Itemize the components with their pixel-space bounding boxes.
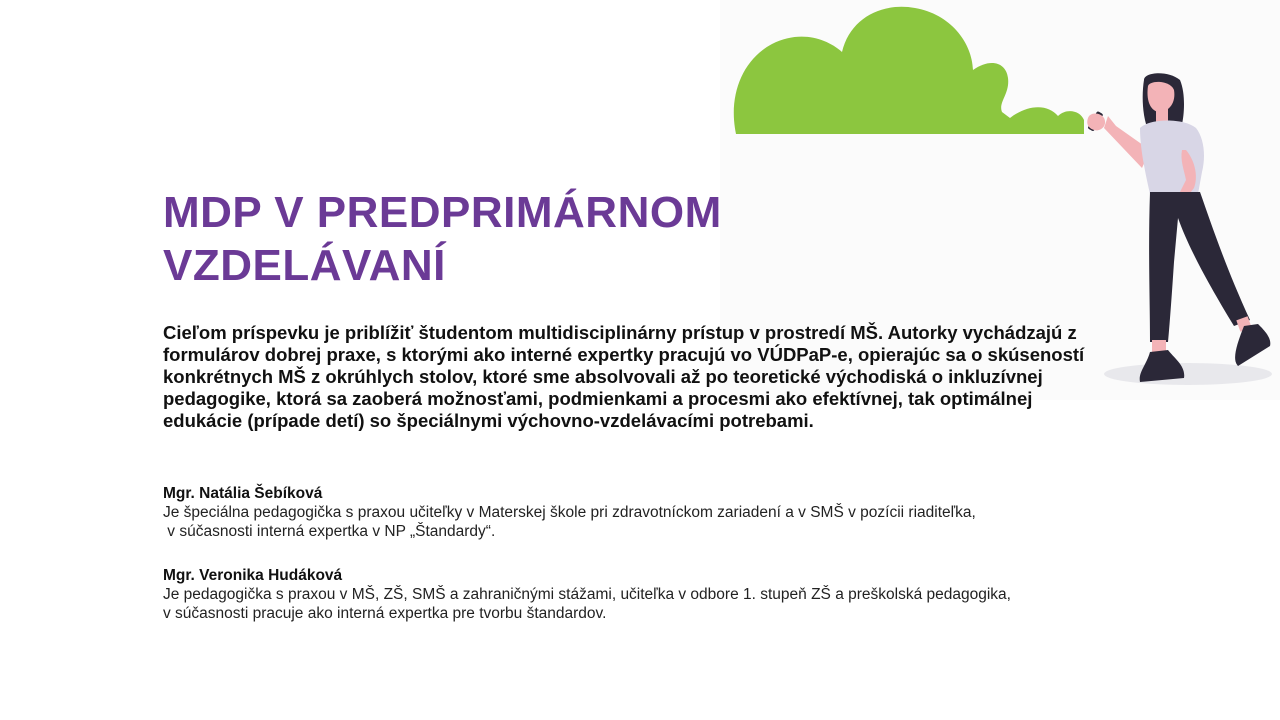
slide-title — [163, 186, 883, 292]
author-block — [163, 484, 1163, 541]
abstract-paragraph: Cieľom príspevku je priblížiť študentom multidisciplinárny prístup v prostredí MŠ. Autorky vychádzajú z formulárov dobrej praxe, s ktorými ako interné expertky pracujú vo VÚDPaP-e, opierajúc sa o skúseností konkrétnych MŠ z okrúhlych stolov, ktoré sme absolvovali až po teoretické východiská o inkluzívnej pedagogike, ktorá sa zaoberá možnosťami, podmienkami a procesmi ako efektívnej, tak optimálnej edukácie (prípade detí) so špeciálnymi výchovno-vzdelávacími potrebami. — [163, 322, 1085, 431]
title-line: MDP V PREDPRIMÁRNOM — [163, 188, 722, 237]
author-bio-line: Je špeciálna pedagogička s praxou učiteľky v Materskej škole pri zdravotníckom zariadení a v SMŠ v pozícii riaditeľka, — [163, 504, 976, 521]
author-block — [163, 566, 1163, 623]
author-name: Mgr. Veronika Hudáková — [163, 567, 343, 584]
author-bio-line: v súčasnosti pracuje ako interná expertka pre tvorbu štandardov. — [163, 605, 607, 622]
author-bio-line: Je pedagogička s praxou v MŠ, ZŠ, SMŠ a zahraničnými stážami, učiteľka v odbore 1. stupeň ZŠ a preškolská pedagogika, — [163, 586, 1011, 603]
title-line: VZDELÁVANÍ — [163, 241, 446, 290]
author-name: Mgr. Natália Šebíková — [163, 485, 323, 502]
author-bio-line: v súčasnosti interná expertka v NP „Štandardy“. — [163, 523, 496, 540]
floor-shadow — [1104, 363, 1272, 385]
